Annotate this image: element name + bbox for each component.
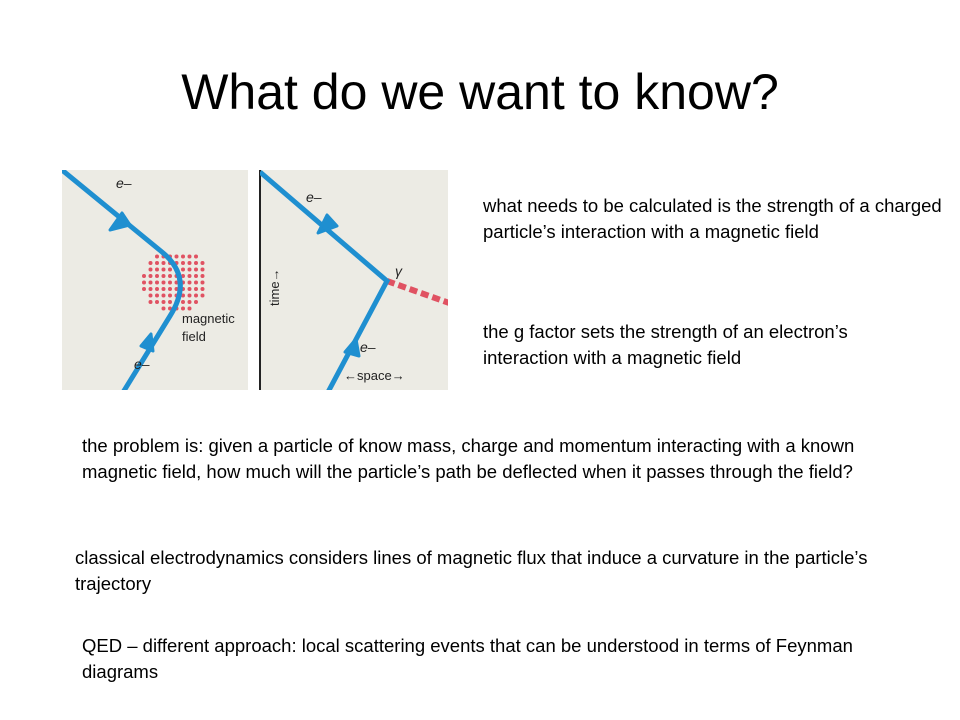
field-dot <box>188 274 192 278</box>
field-dot <box>162 281 166 285</box>
electron-label-top-right: e– <box>306 189 322 205</box>
text-g-factor: the g factor sets the strength of an electron’s interaction with a magnetic field <box>483 321 848 368</box>
field-dot <box>149 294 153 298</box>
field-dot <box>155 300 159 304</box>
field-dot <box>162 268 166 272</box>
field-dot <box>142 274 146 278</box>
field-dot <box>188 300 192 304</box>
field-dot <box>181 307 185 311</box>
field-dot <box>188 307 192 311</box>
field-dot <box>155 294 159 298</box>
field-dot <box>194 281 198 285</box>
photon-label: γ <box>395 263 402 279</box>
field-dot <box>181 268 185 272</box>
field-dot <box>155 287 159 291</box>
field-label-line2: field <box>182 329 206 344</box>
field-dot <box>194 261 198 265</box>
field-dot <box>162 274 166 278</box>
field-dot <box>201 274 205 278</box>
field-dot <box>181 261 185 265</box>
field-dot <box>162 307 166 311</box>
text-qed-approach: QED – different approach: local scattering events that can be understood in terms of Feynman diagrams <box>82 635 853 682</box>
field-dot <box>168 300 172 304</box>
field-dot <box>201 261 205 265</box>
field-dot <box>188 261 192 265</box>
field-dot <box>155 268 159 272</box>
field-dot <box>149 261 153 265</box>
field-dot <box>194 287 198 291</box>
field-dot <box>162 261 166 265</box>
field-dot <box>194 274 198 278</box>
electron-label-bottom-left: e– <box>134 356 150 372</box>
field-dot <box>149 287 153 291</box>
field-dot <box>142 287 146 291</box>
field-dot <box>194 294 198 298</box>
field-dot <box>188 287 192 291</box>
field-dot <box>149 300 153 304</box>
field-dot <box>181 300 185 304</box>
field-dot <box>181 255 185 259</box>
field-dot <box>155 261 159 265</box>
time-axis-label: time→ <box>267 268 282 306</box>
field-dot <box>168 294 172 298</box>
space-axis-label: ←space→ <box>344 368 405 383</box>
field-dot <box>162 294 166 298</box>
feynman-diagrams <box>62 166 452 394</box>
field-dot <box>175 255 179 259</box>
field-dot <box>188 281 192 285</box>
field-dot <box>201 281 205 285</box>
field-dot <box>149 274 153 278</box>
field-dot <box>201 268 205 272</box>
field-dot <box>155 274 159 278</box>
field-dot <box>188 294 192 298</box>
slide-title: What do we want to know? <box>181 64 779 120</box>
field-dot <box>155 255 159 259</box>
right-panel-background <box>260 170 448 390</box>
text-interaction-strength: what needs to be calculated is the strength of a charged particle’s interaction with a magnetic field <box>483 195 942 242</box>
field-dot <box>168 281 172 285</box>
field-dot <box>168 287 172 291</box>
electron-label-bottom-right: e– <box>360 339 376 355</box>
field-label-line1: magnetic <box>182 311 235 326</box>
field-dot <box>201 294 205 298</box>
field-dot <box>162 287 166 291</box>
left-panel-background <box>62 170 248 390</box>
electron-label-top-left: e– <box>116 175 132 191</box>
feynman-figure <box>62 166 452 399</box>
field-dot <box>168 268 172 272</box>
field-dot <box>194 255 198 259</box>
field-dot <box>168 274 172 278</box>
field-dot <box>194 300 198 304</box>
text-problem-statement: the problem is: given a particle of know mass, charge and momentum interacting with a known magnetic field, how much will the particle’s path be deflected when it passes through the field? <box>82 435 855 482</box>
field-dot <box>149 281 153 285</box>
field-dot <box>188 268 192 272</box>
field-dot <box>155 281 159 285</box>
field-dot <box>142 281 146 285</box>
field-dot <box>194 268 198 272</box>
field-dot <box>188 255 192 259</box>
field-dot <box>201 287 205 291</box>
field-dot <box>149 268 153 272</box>
field-dot <box>162 300 166 304</box>
text-classical-electrodynamics: classical electrodynamics considers lines of magnetic flux that induce a curvature in the particle’s trajectory <box>75 547 868 594</box>
